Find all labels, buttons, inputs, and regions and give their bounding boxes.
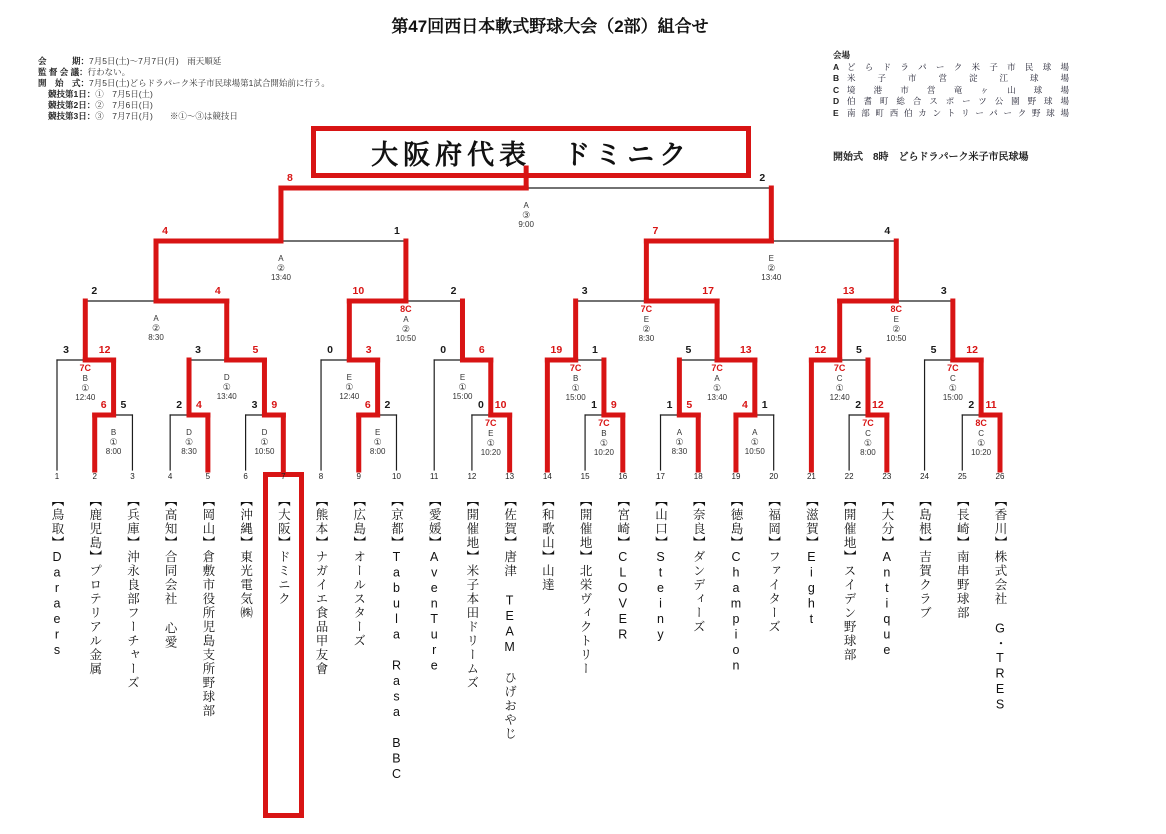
- score-left-G19: 2: [91, 285, 98, 297]
- team-name: 【滋賀】Eight: [804, 494, 819, 628]
- venue-heading: 会場: [833, 50, 851, 60]
- score-right-G16: 13: [739, 344, 752, 356]
- game-venue-G8: A: [752, 428, 758, 437]
- venue-name: 伯耆町総合スポーツ公園野球場: [847, 96, 1069, 106]
- score-left-G6: 1: [591, 399, 597, 411]
- team-name: 【島根】吉賀クラブ: [917, 494, 932, 620]
- cold-marker-G18: 7C: [947, 363, 959, 373]
- team-seed-number: 16: [618, 472, 628, 481]
- score-right-G4: 2: [384, 399, 391, 411]
- team-seed-number: 17: [656, 472, 665, 481]
- game-day-G8: ①: [750, 437, 759, 447]
- venue-name: 南部町西伯カントリーパーク野球場: [847, 107, 1069, 118]
- cold-marker-G5: 7C: [485, 418, 497, 428]
- game-day-G15: ①: [571, 383, 580, 393]
- score-right-G22: 3: [940, 285, 947, 297]
- team-name: 【福岡】ファイターズ: [766, 494, 781, 634]
- info-label: 競技第1日：: [48, 89, 96, 99]
- game-venue-G11: B: [82, 374, 88, 383]
- game-day-G5: ①: [486, 438, 495, 448]
- cold-marker-G10: 8C: [975, 418, 987, 428]
- score-right-G5: 10: [494, 399, 507, 411]
- team-name: 【宮崎】CLOVER: [615, 494, 630, 643]
- info-value: ② 7月6日(日): [95, 100, 153, 110]
- team-seed-number: 6: [243, 472, 248, 481]
- game-venue-G3: D: [261, 428, 268, 437]
- team-name: 【鹿児島】プロテリアル金属: [87, 494, 102, 676]
- score-right-G9: 12: [871, 399, 884, 411]
- game-venue-G22: E: [893, 315, 899, 324]
- game-venue-G12: D: [223, 373, 230, 382]
- game-venue-G19: A: [153, 314, 159, 323]
- score-right-G20: 2: [450, 285, 457, 297]
- score-left-G4: 6: [364, 399, 371, 411]
- game-day-G19: ②: [151, 323, 161, 333]
- score-left-G9: 2: [855, 399, 862, 411]
- score-left-G5: 0: [477, 399, 484, 411]
- game-venue-G15: B: [572, 374, 579, 383]
- score-right-G25: 2: [759, 172, 766, 184]
- game-day-G2: ①: [184, 437, 194, 447]
- info-value: 7月5日(土)どらドラパーク米子市民球場第1試合開始前に行う。: [89, 78, 330, 88]
- score-left-G2: 2: [176, 399, 183, 411]
- score-left-G18: 5: [930, 344, 937, 356]
- info-value: ③ 7月7日(月) ※①～③は競技日: [95, 111, 238, 121]
- team-name: 【佐賀】唐津 TEAM ひげおやじ: [502, 494, 517, 741]
- game-venue-G20: A: [403, 315, 409, 324]
- cold-marker-G9: 7C: [862, 418, 874, 428]
- team-seed-number: 23: [882, 472, 892, 481]
- score-right-G7: 5: [686, 399, 693, 411]
- score-right-G13: 3: [365, 344, 372, 356]
- game-time-G17: 12:40: [829, 393, 850, 402]
- cold-marker-G6: 7C: [598, 418, 610, 428]
- team-seed-number: 11: [430, 472, 439, 481]
- cold-marker-G22: 8C: [890, 304, 903, 314]
- score-left-G22: 13: [842, 285, 855, 297]
- game-venue-G25: A: [523, 201, 529, 210]
- info-label: 監 督 会 議：: [38, 67, 88, 77]
- game-day-G7: ①: [675, 437, 684, 447]
- game-time-G4: 8:00: [369, 447, 386, 456]
- game-time-G22: 10:50: [886, 334, 907, 343]
- score-left-G13: 0: [327, 344, 333, 356]
- game-time-G14: 15:00: [452, 392, 473, 401]
- score-left-G17: 12: [814, 344, 827, 356]
- score-left-G15: 19: [550, 344, 563, 356]
- game-day-G23: ②: [276, 263, 285, 273]
- team-seed-number: 4: [167, 472, 173, 481]
- score-left-G1: 6: [100, 399, 107, 411]
- team-seed-number: 20: [769, 472, 779, 481]
- game-day-G9: ①: [863, 438, 873, 448]
- venue-name: 境港市営竜ヶ山球場: [847, 84, 1069, 95]
- game-venue-G23: A: [278, 254, 284, 263]
- team-name: 【高知】合同会社 心愛: [163, 494, 178, 650]
- info-label: 競技第2日：: [48, 100, 96, 110]
- score-left-G8: 4: [742, 399, 748, 411]
- game-venue-G24: E: [768, 254, 774, 263]
- team-seed-number: 7: [281, 472, 286, 481]
- score-left-G16: 5: [685, 344, 692, 356]
- team-name: 【和歌山】山達: [540, 494, 555, 592]
- team-seed-number: 12: [467, 472, 477, 481]
- team-seed-number: 21: [806, 472, 816, 481]
- page-title: 第47回西日本軟式野球大会（2部）組合せ: [391, 17, 709, 36]
- game-time-G18: 15:00: [942, 393, 963, 402]
- venue-code: B: [833, 73, 840, 83]
- team-name: 【兵庫】沖永良部フーチャーズ: [125, 494, 140, 690]
- venue-code: E: [833, 107, 839, 118]
- venue-name: 米子市営淀江球場: [847, 73, 1069, 83]
- team-name: 【大分】Antique: [879, 494, 894, 659]
- game-venue-G13: E: [346, 373, 352, 382]
- team-name: 【沖縄】東光電気㈱: [238, 494, 253, 620]
- score-left-G25: 8: [287, 172, 293, 184]
- opening-ceremony-note: 開始式 8時 どらドラパーク米子市民球場: [833, 152, 1029, 163]
- score-right-G17: 5: [856, 344, 862, 356]
- cold-marker-G15: 7C: [569, 363, 582, 373]
- game-venue-G6: B: [601, 429, 607, 438]
- cold-marker-G17: 7C: [833, 363, 846, 373]
- team-name: 【開催地】米子本田ドリームズ: [464, 494, 479, 690]
- score-right-G2: 4: [195, 399, 202, 411]
- team-name: 【大阪】ドミニク: [276, 494, 291, 606]
- game-day-G1: ①: [109, 437, 118, 447]
- game-day-G10: ①: [977, 438, 986, 448]
- team-seed-number: 25: [957, 472, 967, 481]
- champion-label: 大阪府代表 ドミニク: [371, 139, 692, 170]
- game-day-G16: ①: [713, 383, 722, 393]
- game-day-G17: ①: [835, 383, 844, 393]
- score-right-G23: 1: [393, 225, 400, 237]
- team-seed-number: 22: [844, 472, 854, 481]
- game-venue-G21: E: [643, 315, 650, 324]
- score-right-G11: 12: [98, 344, 111, 356]
- score-right-G15: 1: [592, 344, 598, 356]
- cold-marker-G20: 8C: [400, 304, 412, 314]
- score-left-G23: 4: [162, 225, 168, 237]
- score-left-G14: 0: [440, 344, 447, 356]
- game-day-G11: ①: [81, 383, 90, 393]
- score-left-G11: 3: [63, 344, 69, 356]
- team-name: 【開催地】スイデン野球部: [842, 494, 857, 662]
- game-venue-G18: C: [949, 374, 956, 383]
- game-time-G1: 8:00: [105, 447, 122, 456]
- game-day-G13: ①: [345, 382, 354, 392]
- game-venue-G1: B: [110, 428, 117, 437]
- team-seed-number: 8: [318, 472, 324, 481]
- cold-marker-G16: 7C: [711, 363, 723, 373]
- venue-name: どらドラパーク米子市民球場: [847, 61, 1069, 72]
- venue-code: D: [833, 96, 840, 106]
- cold-marker-G21: 7C: [640, 304, 653, 314]
- game-day-G3: ①: [260, 437, 269, 447]
- game-day-G21: ②: [642, 324, 651, 334]
- team-name: 【山口】Steiny: [653, 494, 668, 643]
- game-time-G25: 9:00: [518, 220, 534, 229]
- team-name: 【開催地】北栄ヴィクトリー: [578, 494, 593, 676]
- score-right-G6: 9: [610, 399, 617, 411]
- game-day-G20: ②: [401, 324, 410, 334]
- info-value: ① 7月5日(土): [95, 89, 153, 99]
- game-time-G19: 8:30: [148, 333, 164, 342]
- game-day-G22: ②: [892, 324, 901, 334]
- game-time-G13: 12:40: [339, 392, 360, 401]
- game-day-G25: ③: [522, 210, 531, 220]
- team-name: 【長崎】南串野球部: [955, 494, 970, 620]
- team-name: 【岡山】倉敷市役所児島支所野球部: [200, 494, 215, 718]
- game-venue-G14: E: [459, 373, 466, 382]
- game-time-G11: 12:40: [75, 393, 96, 402]
- game-time-G5: 10:20: [480, 448, 501, 457]
- game-venue-G2: D: [186, 428, 192, 437]
- team-seed-number: 19: [731, 472, 741, 481]
- game-time-G2: 8:30: [181, 447, 197, 456]
- game-day-G24: ②: [767, 263, 776, 273]
- score-left-G3: 3: [251, 399, 258, 411]
- game-time-G7: 8:30: [671, 447, 688, 456]
- game-time-G12: 13:40: [216, 392, 237, 401]
- game-day-G6: ①: [599, 438, 608, 448]
- game-venue-G9: C: [865, 429, 871, 438]
- score-right-G24: 4: [884, 225, 891, 237]
- venue-code: C: [833, 84, 840, 95]
- game-venue-G4: E: [374, 428, 381, 437]
- game-time-G15: 15:00: [565, 393, 586, 402]
- team-seed-number: 15: [580, 472, 590, 481]
- game-time-G23: 13:40: [270, 273, 291, 282]
- game-time-G16: 13:40: [707, 393, 728, 402]
- team-seed-number: 13: [505, 472, 515, 481]
- score-right-G12: 5: [252, 344, 259, 356]
- team-name: 【香川】株式会社 G・TRES: [993, 494, 1007, 713]
- team-seed-number: 2: [92, 472, 97, 481]
- game-time-G10: 10:20: [971, 448, 992, 457]
- game-venue-G7: A: [676, 428, 683, 437]
- team-name: 【京都】Tabula Rasa BBC: [389, 494, 404, 783]
- team-seed-number: 1: [54, 472, 60, 481]
- team-seed-number: 5: [205, 472, 211, 481]
- score-right-G8: 1: [761, 399, 768, 411]
- team-seed-number: 3: [130, 472, 135, 481]
- score-left-G21: 3: [581, 285, 588, 297]
- score-right-G1: 5: [120, 399, 127, 411]
- cold-marker-G11: 7C: [79, 363, 92, 373]
- team-name: 【奈良】ダンディーズ: [691, 494, 706, 634]
- info-label: 会 期：: [38, 56, 90, 66]
- score-right-G19: 4: [214, 285, 221, 297]
- score-right-G18: 12: [966, 344, 978, 356]
- score-right-G21: 17: [702, 285, 714, 297]
- team-seed-number: 14: [542, 472, 552, 481]
- game-day-G12: ①: [222, 382, 231, 392]
- game-time-G6: 10:20: [593, 448, 614, 457]
- team-name: 【熊本】ナガイエ食品甲友會: [314, 494, 329, 676]
- venue-code: A: [833, 61, 840, 72]
- game-time-G20: 10:50: [395, 334, 416, 343]
- game-time-G21: 8:30: [638, 334, 655, 343]
- game-venue-G17: C: [836, 374, 843, 383]
- game-venue-G10: C: [978, 429, 985, 438]
- team-name: 【広島】オールスターズ: [351, 494, 366, 648]
- score-left-G20: 10: [352, 285, 365, 297]
- score-left-G24: 7: [652, 225, 659, 237]
- game-time-G8: 10:50: [744, 447, 765, 456]
- game-venue-G16: A: [714, 374, 720, 383]
- score-right-G3: 9: [271, 399, 278, 411]
- team-seed-number: 18: [693, 472, 703, 481]
- game-day-G4: ①: [373, 437, 382, 447]
- score-left-G7: 1: [666, 399, 673, 411]
- game-time-G3: 10:50: [254, 447, 275, 456]
- score-left-G12: 3: [195, 344, 201, 356]
- score-left-G10: 2: [968, 399, 975, 411]
- game-day-G14: ①: [458, 382, 467, 392]
- team-seed-number: 24: [920, 472, 929, 481]
- team-name: 【徳島】Champion: [728, 494, 743, 674]
- team-seed-number: 10: [392, 472, 401, 481]
- team-name: 【鳥取】Daraers: [50, 494, 64, 659]
- team-name: 【愛媛】AvenTure: [427, 494, 442, 674]
- game-time-G9: 8:00: [860, 448, 876, 457]
- team-seed-number: 26: [995, 472, 1005, 481]
- score-right-G14: 6: [478, 344, 485, 356]
- score-right-G10: 11: [985, 399, 997, 411]
- team-seed-number: 9: [356, 472, 361, 481]
- info-label: 開 始 式：: [38, 78, 90, 88]
- game-time-G24: 13:40: [761, 273, 782, 282]
- game-day-G18: ①: [948, 383, 957, 393]
- info-label: 競技第3日：: [48, 111, 96, 121]
- info-value: 7月5日(土)～7月7日(月) 雨天順延: [89, 56, 222, 66]
- game-venue-G5: E: [488, 429, 494, 438]
- info-value: 行わない。: [87, 67, 131, 77]
